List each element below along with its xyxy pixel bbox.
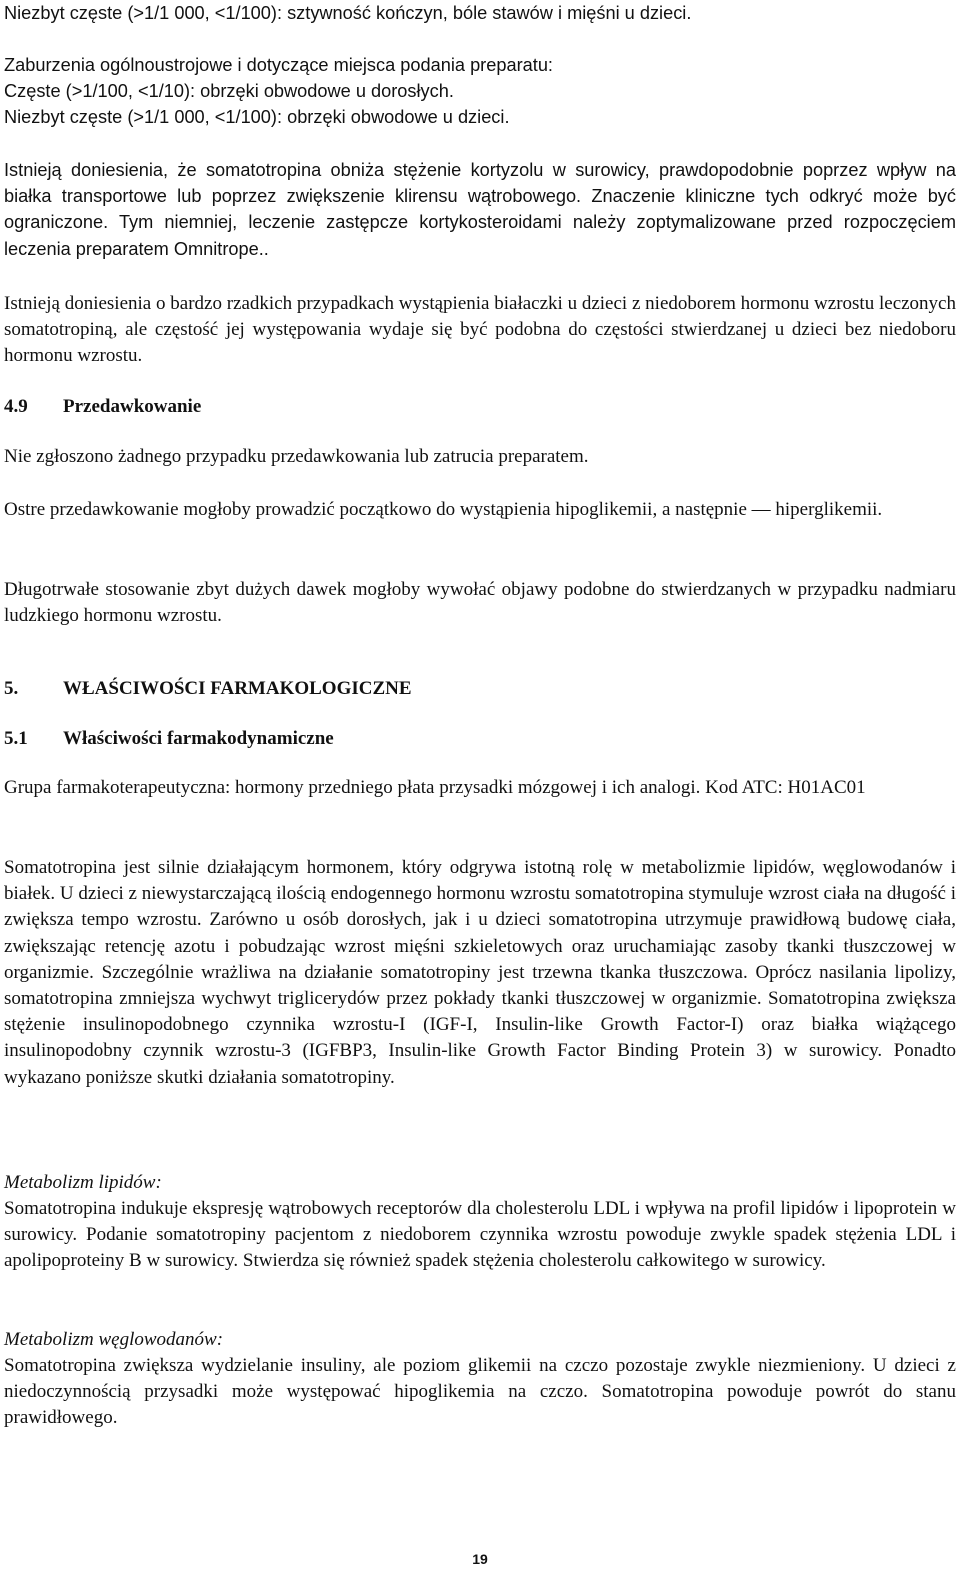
section-number: 5.1 — [4, 728, 28, 749]
overdose-paragraph-1: Nie zgłoszono żadnego przypadku przedawkowania lub zatrucia preparatem. — [4, 446, 589, 467]
carbohydrate-metabolism-subheading: Metabolizm węglowodanów: — [4, 1329, 224, 1350]
cortisol-paragraph: Istnieją doniesienia, że somatotropina obniża stężenie kortyzolu w surowicy, prawdopodobnie poprzez wpływ na białka transportowe lub poprzez zwiększenie klirensu wątrobowego. Znaczenie kliniczne tych odkryć może być ograniczone. Tym niemniej, leczenie zastępcze kortykosteroidami należy zoptymalizowane przed rozpoczęciem leczenia preparatem Omnitrope.. — [4, 160, 956, 259]
adverse-effects-children-line: Niezbyt częste (>1/1 000, <1/100): sztywność kończyn, bóle stawów i mięśni u dzieci. — [4, 3, 692, 23]
page-number: 19 — [472, 1551, 488, 1567]
section-title: WŁAŚCIWOŚCI FARMAKOLOGICZNE — [63, 678, 412, 699]
pharmacotherapeutic-group-paragraph: Grupa farmakoterapeutyczna: hormony przedniego płata przysadki mózgowej i ich analogi. Kod ATC: H01AC01 — [4, 777, 866, 798]
section-4-9-heading — [4, 394, 956, 420]
section-5-1-heading — [4, 726, 956, 752]
section-title: Właściwości farmakodynamiczne — [63, 728, 334, 749]
overdose-paragraph-3: Długotrwałe stosowanie zbyt dużych dawek mogłoby wywołać objawy podobne do stwierdzanych w przypadku nadmiaru ludzkiego hormonu wzrostu. — [4, 579, 956, 627]
section-number: 4.9 — [4, 396, 28, 417]
somatotropin-paragraph: Somatotropina jest silnie działającym hormonem, który odgrywa istotną rolę w metabolizmie lipidów, węglowodanów i białek. U dzieci z niewystarczającą ilością endogennego hormonu wzrostu somatotropina stymuluje wzrost ciała na długość i zwiększa tempo wzrostu. Zarówno u osób dorosłych, jak i u dzieci somatotropina utrzymuje prawidłową budowę ciała, zwiększając retencję azotu i pobudzając wzrost mięśni szkieletowych oraz uruchamiając zasoby tkanki tłuszczowej w organizmie. Szczególnie wrażliwa na działanie somatotropiny jest trzewna tkanka tłuszczowa. Oprócz nasilania lipolizy, somatotropina zmniejsza wychwyt triglicerydów przez pokłady tkanki tłuszczowej w organizmie. Somatotropina zwiększa stężenie insulinopodobnego czynnika wzrostu-I (IGF-I, Insulin-like Growth Factor-I) oraz białka wiążącego insulinopodobny czynnik wzrostu-3 (IGFBP3, Insulin-like Growth Factor Binding Protein 3) w surowicy. Ponadto wykazano poniższe skutki działania somatotropiny. — [4, 857, 956, 1088]
lipid-metabolism-subheading: Metabolizm lipidów: — [4, 1172, 162, 1193]
overdose-paragraph-2: Ostre przedawkowanie mogłoby prowadzić początkowo do wystąpienia hipoglikemii, a następnie — hiperglikemii. — [4, 499, 883, 520]
adverse-uncommon-line: Niezbyt częste (>1/1 000, <1/100): obrzęki obwodowe u dzieci. — [4, 107, 510, 127]
section-5-heading — [4, 676, 956, 702]
lipid-metabolism-paragraph: Somatotropina indukuje ekspresję wątrobowych receptorów dla cholesterolu LDL i wpływa na profil lipidów i lipoprotein w surowicy. Podanie somatotropiny pacjentom z niedoborem czynnika wzrostu powoduje zwykle spadek stężenia LDL i apolipoproteiny B w surowicy. Stwierdza się również spadek stężenia cholesterolu całkowitego w surowicy. — [4, 1198, 956, 1272]
adverse-common-line: Częste (>1/100, <1/10): obrzęki obwodowe u dorosłych. — [4, 81, 454, 101]
carbohydrate-metabolism-paragraph: Somatotropina zwiększa wydzielanie insuliny, ale poziom glikemii na czczo pozostaje zwykle niezmieniony. U dzieci z niedoczynnością przysadki może występować hipoglikemia na czczo. Somatotropina powoduje powrót do stanu prawidłowego. — [4, 1355, 956, 1429]
section-number: 5. — [4, 678, 19, 699]
general-disorders-heading-line: Zaburzenia ogólnoustrojowe i dotyczące miejsca podania preparatu: — [4, 55, 553, 75]
leukemia-paragraph: Istnieją doniesienia o bardzo rzadkich przypadkach wystąpienia białaczki u dzieci z niedoborem hormonu wzrostu leczonych somatotropiną, ale częstość jej występowania wydaje się być podobna do częstości stwierdzanej u dzieci bez niedoboru hormonu wzrostu. — [4, 293, 956, 367]
section-title: Przedawkowanie — [63, 396, 202, 417]
